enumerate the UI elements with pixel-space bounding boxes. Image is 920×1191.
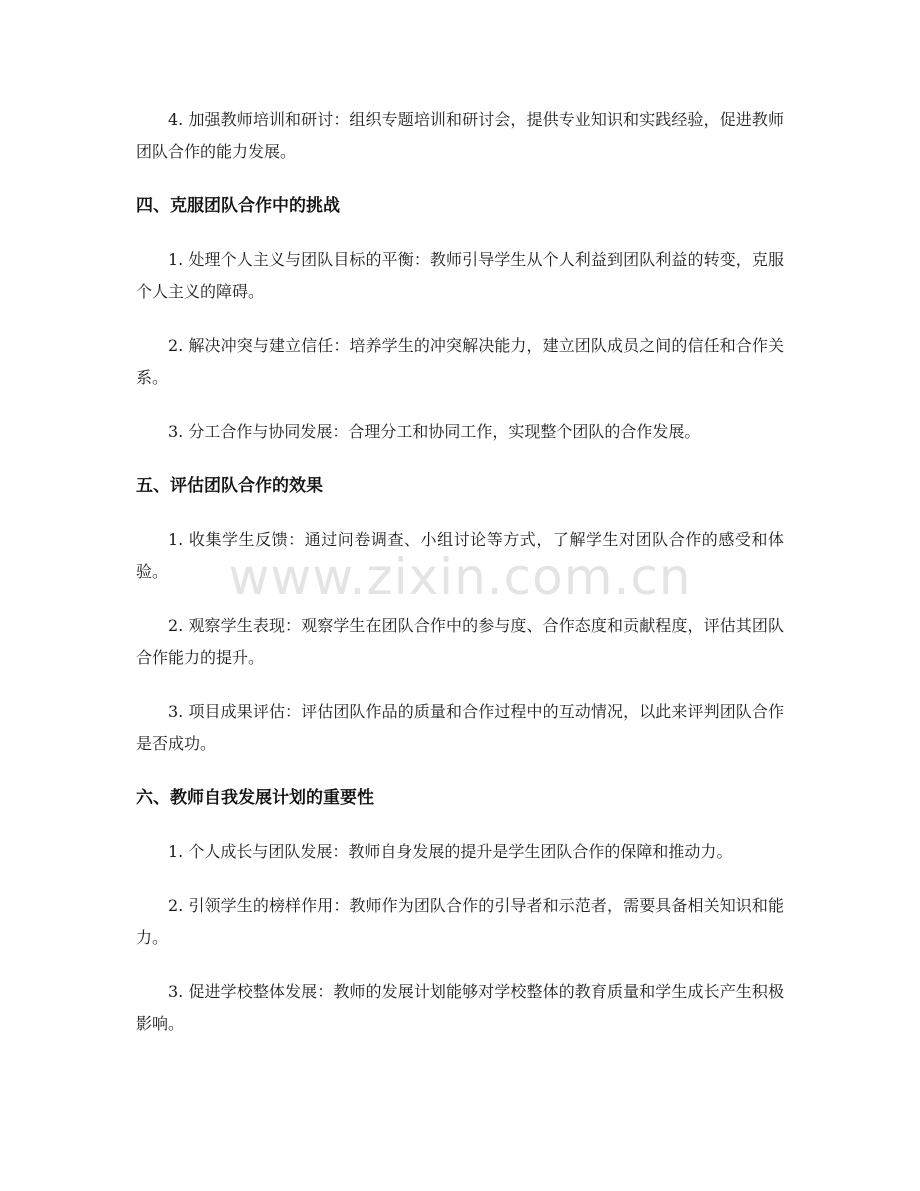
section-heading: 四、克服团队合作中的挑战 bbox=[136, 196, 340, 216]
watermark: www.zixin.com.cn bbox=[228, 548, 692, 606]
paragraph: 2. 观察学生表现：观察学生在团队合作中的参与度、合作态度和贡献程度，评估其团队合作能力的提升。 bbox=[136, 616, 784, 667]
paragraph: 3. 项目成果评估：评估团队作品的质量和合作过程中的互动情况，以此来评判团队合作是否成功。 bbox=[136, 702, 784, 753]
paragraph: 1. 个人成长与团队发展：教师自身发展的提升是学生团队合作的保障和推动力。 bbox=[168, 842, 733, 861]
section-heading: 六、教师自我发展计划的重要性 bbox=[136, 788, 374, 808]
paragraph: 3. 促进学校整体发展：教师的发展计划能够对学校整体的教育质量和学生成长产生积极影响。 bbox=[136, 982, 784, 1033]
paragraph: 2. 引领学生的榜样作用：教师作为团队合作的引导者和示范者，需要具备相关知识和能力。 bbox=[136, 896, 784, 947]
paragraph: 1. 处理个人主义与团队目标的平衡：教师引导学生从个人利益到团队利益的转变，克服个人主义的障碍。 bbox=[136, 250, 784, 301]
paragraph: 4. 加强教师培训和研讨：组织专题培训和研讨会，提供专业知识和实践经验，促进教师团队合作的能力发展。 bbox=[136, 110, 784, 161]
paragraph: 3. 分工合作与协同发展：合理分工和协同工作，实现整个团队的合作发展。 bbox=[168, 422, 701, 441]
paragraph: 2. 解决冲突与建立信任：培养学生的冲突解决能力，建立团队成员之间的信任和合作关系。 bbox=[136, 336, 784, 387]
section-heading: 五、评估团队合作的效果 bbox=[136, 476, 323, 496]
document-body bbox=[136, 104, 784, 1062]
paragraph: 1. 收集学生反馈：通过问卷调查、小组讨论等方式，了解学生对团队合作的感受和体验。 bbox=[136, 530, 784, 581]
